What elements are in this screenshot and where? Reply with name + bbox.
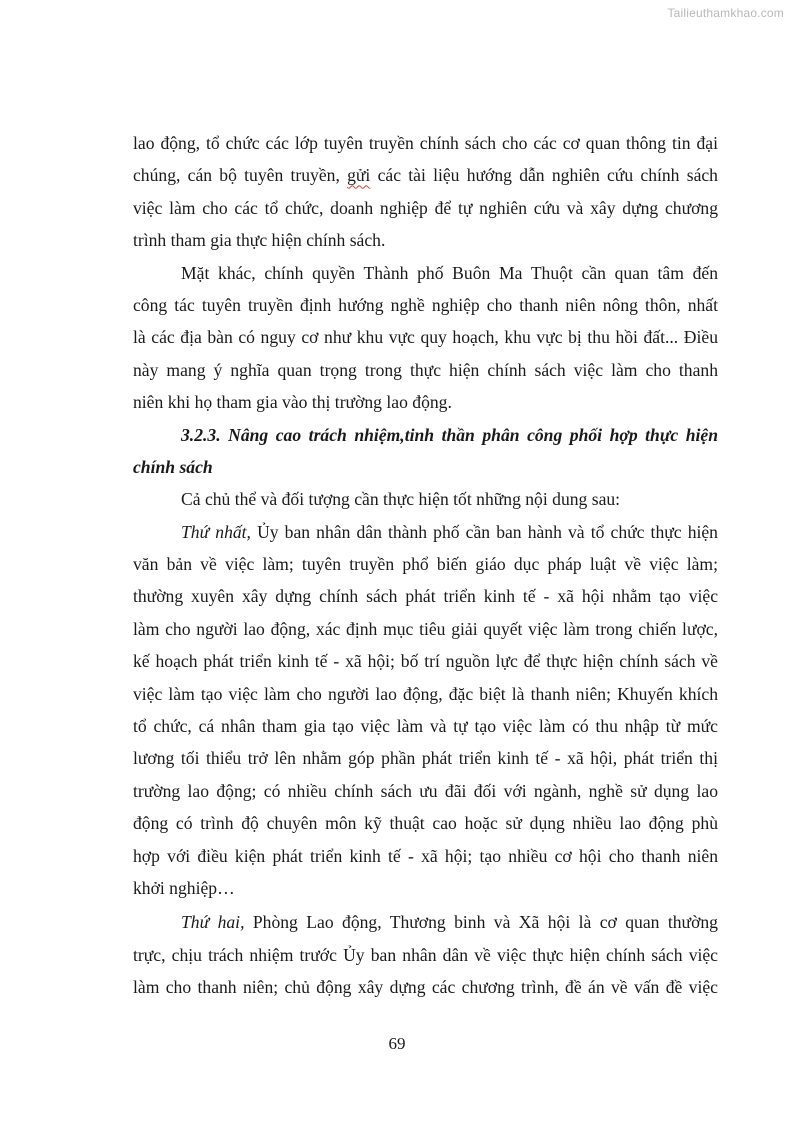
text-line: việc làm tạo việc làm cho người lao động, đặc biệt là thanh niên; Khuyến khích — [133, 683, 718, 704]
text-span: các tài liệu hướng dẫn nghiên cứu chính sách — [370, 165, 718, 186]
text-line: việc làm cho các tổ chức, doanh nghiệp để tự nghiên cứu và xây dựng chương — [133, 197, 718, 218]
text-line — [133, 516, 718, 548]
heading-line: 3.2.3. Nâng cao trách nhiệm,tinh thần phân công phối hợp thực hiện — [181, 424, 718, 445]
text-line: Cả chủ thể và đối tượng cần thực hiện tốt những nội dung sau: — [181, 489, 621, 510]
text-line: thường xuyên xây dựng chính sách phát triển kinh tế - xã hội nhằm tạo việc — [133, 586, 718, 607]
text-line: động có trình độ chuyên môn kỹ thuật cao hoặc sử dụng nhiều lao động phù — [133, 813, 718, 834]
text-line: trực, chịu trách nhiệm trước Ủy ban nhân dân về việc thực hiện chính sách việc — [133, 944, 718, 965]
text-line: văn bản về việc làm; tuyên truyền phổ biến giáo dục pháp luật về việc làm; — [133, 554, 718, 575]
text-line: tổ chức, cá nhân tham gia tạo việc làm và tự tạo việc làm có thu nhập từ mức — [133, 716, 718, 737]
text-line: trình tham gia thực hiện chính sách. — [133, 230, 386, 251]
document-body — [133, 127, 718, 1004]
text-span: Ủy ban nhân dân thành phố cần ban hành và tổ chức thực hiện — [250, 521, 718, 542]
text-line: lao động, tổ chức các lớp tuyên truyền chính sách cho các cơ quan thông tin đại — [133, 133, 718, 153]
lead-phrase: Thứ hai, — [181, 912, 245, 933]
text-line: trường lao động; có nhiều chính sách ưu đãi đối với ngành, nghề sử dụng lao — [133, 780, 718, 801]
text-line: lương tối thiểu trở lên nhằm góp phần phát triển kinh tế - xã hội, phát triển thị — [133, 748, 718, 769]
text-line: công tác tuyên truyền định hướng nghề nghiệp cho thanh niên nông thôn, nhất — [133, 294, 718, 315]
page-number: 69 — [388, 1034, 406, 1053]
text-line: kế hoạch phát triển kinh tế - xã hội; bố trí nguồn lực để thực hiện chính sách về — [133, 651, 718, 672]
text-line: làm cho người lao động, xác định mục tiêu giải quyết việc làm trong chiến lược, — [133, 618, 718, 639]
paragraph-5 — [133, 906, 718, 1003]
paragraph-1 — [133, 127, 718, 257]
text-span: chúng, cán bộ tuyên truyền, — [133, 165, 348, 186]
lead-phrase: Thứ nhất, — [181, 521, 251, 542]
text-line — [133, 906, 718, 938]
text-line: khởi nghiệp… — [133, 877, 235, 898]
text-line: niên khi họ tham gia vào thị trường lao động. — [133, 392, 452, 413]
text-line — [133, 159, 718, 191]
text-line: hợp với điều kiện phát triển kinh tế - xã hội; tạo nhiều cơ hội cho thanh niên — [133, 845, 718, 866]
paragraph-4 — [133, 516, 718, 905]
text-line: Mặt khác, chính quyền Thành phố Buôn Ma Thuột cần quan tâm đến — [181, 262, 718, 283]
paragraph-2 — [133, 257, 718, 419]
section-heading — [133, 419, 718, 484]
text-span: Phòng Lao động, Thương binh và Xã hội là cơ quan thường — [244, 912, 718, 933]
spellcheck-word: gửi — [347, 165, 371, 186]
watermark: Tailieuthamkhao.com — [667, 6, 784, 20]
text-line: này mang ý nghĩa quan trọng trong thực hiện chính sách việc làm cho thanh — [133, 359, 718, 380]
paragraph-3 — [133, 483, 718, 515]
heading-line: chính sách — [133, 456, 213, 477]
text-line: làm cho thanh niên; chủ động xây dựng các chương trình, đề án về vấn đề việc — [133, 977, 718, 998]
text-line: là các địa bàn có nguy cơ như khu vực quy hoạch, khu vực bị thu hồi đất... Điều — [133, 327, 718, 348]
